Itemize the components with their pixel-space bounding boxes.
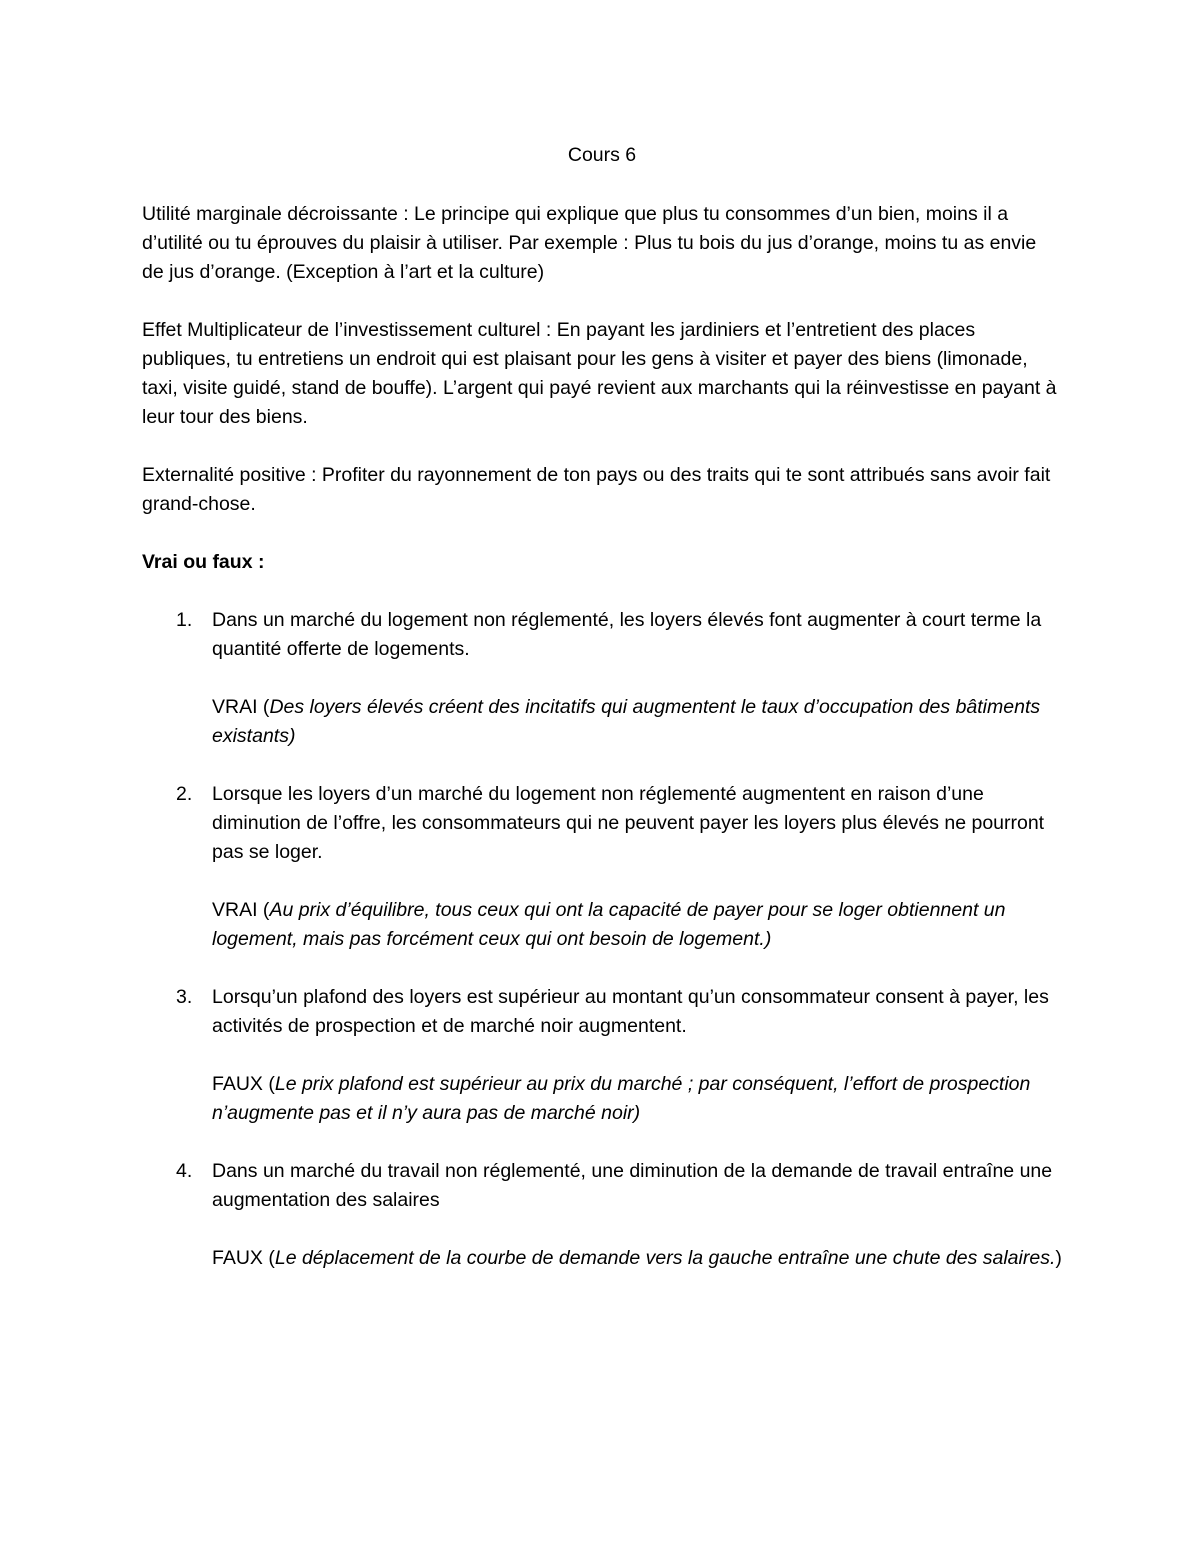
question-text: Dans un marché du travail non réglementé, une diminution de la demande de travail entraîne une augmentation des salaires — [212, 1160, 1053, 1211]
answer-explanation: Des loyers élevés créent des incitatifs qui augmentent le taux d’occupation des bâtiments existants) — [212, 696, 1041, 747]
question-text: Lorsqu’un plafond des loyers est supérieur au montant qu’un consommateur consent à payer, les activités de prospection et de marché noir augmentent. — [212, 986, 1049, 1037]
answer-verdict: FAUX ( — [212, 1247, 275, 1269]
answer-verdict: VRAI ( — [212, 899, 270, 921]
paragraph-externalite-positive: Externalité positive : Profiter du rayonnement de ton pays ou des traits qui te sont attribués sans avoir fait grand-chose. — [142, 464, 1051, 515]
question-item-4 — [142, 1157, 1062, 1273]
answer-closing: ) — [1055, 1247, 1062, 1269]
question-item-2 — [142, 780, 1062, 954]
paragraph-effet-multiplicateur: Effet Multiplicateur de l’investissement culturel : En payant les jardiniers et l’entretient des places publiques, tu entretiens un endroit qui est plaisant pour les gens à visiter et payer des biens (limonade, taxi, visite guidé, stand de bouffe). L’argent qui payé revient aux marchants qui la réinvestisse en payant à leur tour des biens. — [142, 319, 1057, 428]
section-heading-vrai-ou-faux: Vrai ou faux : — [142, 551, 265, 573]
question-answer — [212, 693, 1062, 751]
document-body — [142, 141, 1062, 1302]
question-item-1 — [142, 606, 1062, 751]
question-answer — [212, 1244, 1062, 1273]
question-answer — [212, 1070, 1062, 1128]
question-number: 1. — [176, 609, 193, 631]
question-text: Dans un marché du logement non réglementé, les loyers élevés font augmenter à court terme la quantité offerte de logements. — [212, 609, 1042, 660]
answer-verdict: VRAI ( — [212, 696, 270, 718]
question-number: 2. — [176, 783, 193, 805]
questions-list — [142, 606, 1062, 1273]
document-title: Cours 6 — [567, 144, 637, 166]
question-item-3 — [142, 983, 1062, 1128]
answer-verdict: FAUX ( — [212, 1073, 275, 1095]
paragraph-utilite-marginale: Utilité marginale décroissante : Le principe qui explique que plus tu consommes d’un bien, moins il a d’utilité ou tu éprouves du plaisir à utiliser. Par exemple : Plus tu bois du jus d’orange, moins tu as envie de jus d’orange. (Exception à l’art et la culture) — [142, 203, 1037, 283]
question-text: Lorsque les loyers d’un marché du logement non réglementé augmentent en raison d’une diminution de l’offre, les consommateurs qui ne peuvent payer les loyers plus élevés ne pourront pas se loger. — [212, 783, 1045, 863]
answer-explanation: Le prix plafond est supérieur au prix du marché ; par conséquent, l’effort de prospection n’augmente pas et il n’y aura pas de marché noir) — [212, 1073, 1031, 1124]
answer-explanation: Le déplacement de la courbe de demande vers la gauche entraîne une chute des salaires. — [274, 1247, 1056, 1269]
question-number: 3. — [176, 986, 193, 1008]
answer-explanation: Au prix d’équilibre, tous ceux qui ont la capacité de payer pour se loger obtiennent un logement, mais pas forcément ceux qui ont besoin de logement.) — [212, 899, 1006, 950]
question-number: 4. — [176, 1160, 193, 1182]
question-answer — [212, 896, 1062, 954]
